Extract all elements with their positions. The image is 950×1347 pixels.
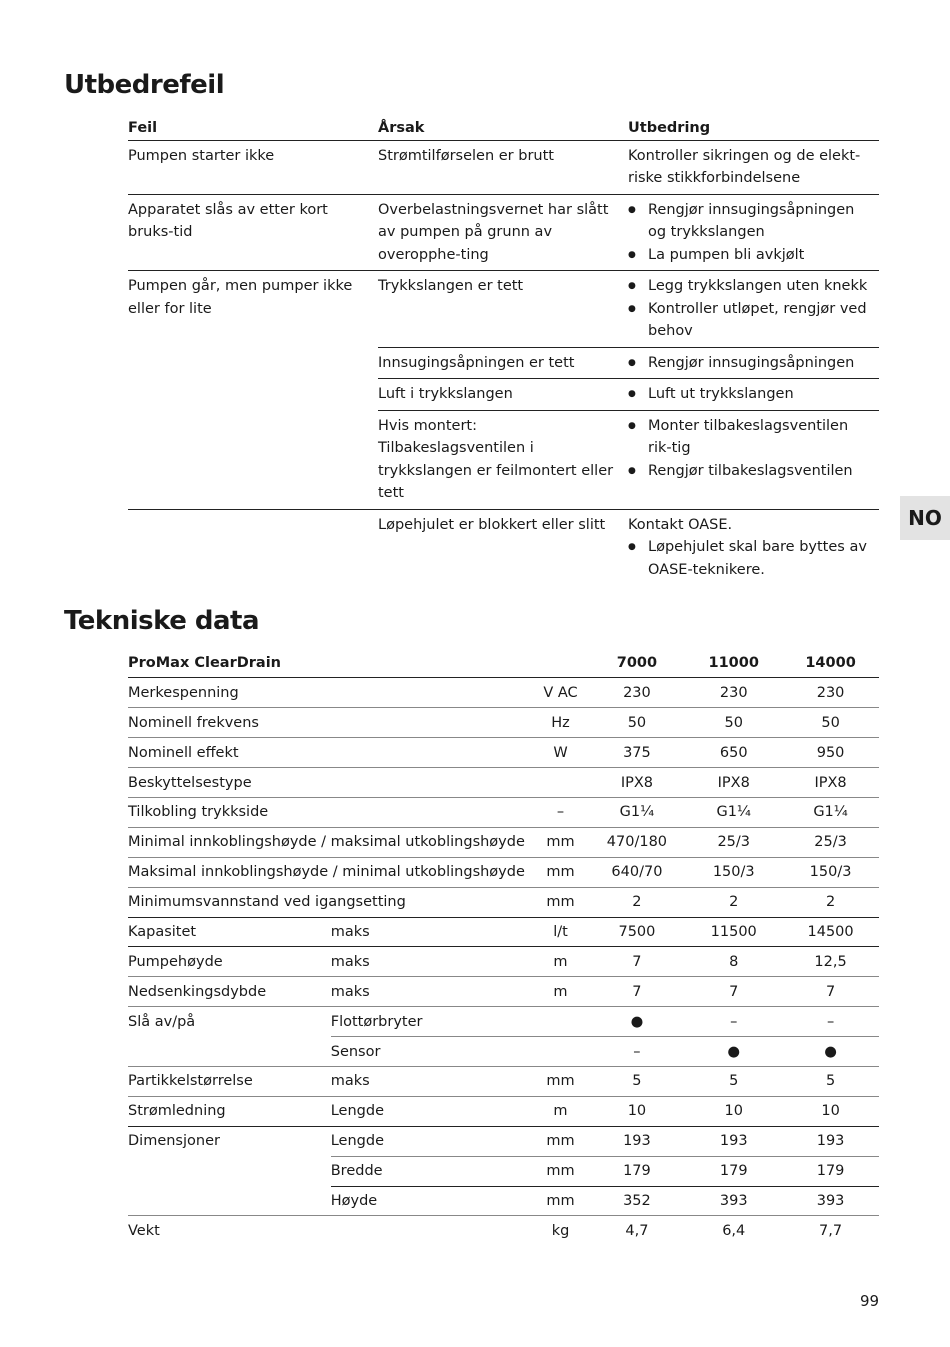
remedy-cell <box>628 347 879 379</box>
value-cell: 7 <box>589 947 686 977</box>
row-sublabel <box>331 797 533 827</box>
value-cell: IPX8 <box>685 768 782 798</box>
remedy-list <box>628 199 873 267</box>
table-row <box>128 887 879 917</box>
unit-cell: kg <box>551 1223 570 1240</box>
value-cell: 50 <box>589 708 686 738</box>
header-cause: Årsak <box>378 112 628 140</box>
row-label: Minimal innkoblingshøyde / maksimal utkoblingshøyde <box>128 827 532 857</box>
model-header: 11000 <box>685 648 782 678</box>
remedy-bullet: ● Legg trykkslangen uten knekk <box>628 275 873 298</box>
row-sublabel: Flottørbryter <box>331 1007 533 1037</box>
row-sublabel <box>331 708 533 738</box>
row-label: Vekt <box>128 1223 160 1240</box>
unit-cell: l/t <box>532 917 588 947</box>
value-cell: – <box>589 1037 686 1067</box>
row-label <box>128 1037 331 1067</box>
row-label <box>128 1186 331 1216</box>
value-cell: 2 <box>782 887 879 917</box>
remedy-text: Kontakt OASE. <box>628 516 733 533</box>
table-row <box>128 1216 879 1246</box>
table-row <box>128 1126 879 1156</box>
header-remedy: Utbedring <box>628 112 879 140</box>
remedy-list <box>628 383 873 406</box>
remedy-list <box>628 536 873 581</box>
remedy-bullet: ● Løpehjulet skal bare byttes av OASE-teknikere. <box>628 536 873 581</box>
table-row <box>128 797 879 827</box>
value-cell: 193 <box>685 1126 782 1156</box>
unit-cell: mm <box>532 1126 588 1156</box>
table-row <box>128 509 879 585</box>
row-sublabel <box>331 678 533 708</box>
value-cell: ● <box>589 1007 686 1037</box>
row-sublabel: maks <box>331 947 533 977</box>
row-sublabel: maks <box>331 917 533 947</box>
table-row <box>128 708 879 738</box>
value-cell: G1¼ <box>589 797 686 827</box>
cause-cell: Innsugingsåpningen er tett <box>378 347 628 379</box>
value-cell: 11500 <box>685 917 782 947</box>
row-label: Partikkelstørrelse <box>128 1066 331 1096</box>
row-label: Nedsenkingsdybde <box>128 977 331 1007</box>
value-cell: 50 <box>685 708 782 738</box>
unit-cell: m <box>532 977 588 1007</box>
value-cell: 25/3 <box>685 827 782 857</box>
remedy-bullet: ● Rengjør innsugingsåpningen og trykkslangen <box>628 199 873 244</box>
value-cell: 230 <box>782 678 879 708</box>
unit-cell: mm <box>532 857 588 887</box>
value-cell: 10 <box>589 1096 686 1126</box>
value-cell: 5 <box>589 1066 686 1096</box>
table-row <box>128 977 879 1007</box>
troubleshooting-table <box>128 112 879 585</box>
fault-cell: Pumpen går, men pumper ikke eller for lite <box>128 271 378 510</box>
remedy-cell: Kontroller sikringen og de elekt-riske stikkforbindelsene <box>628 140 879 194</box>
row-sublabel: Høyde <box>331 1186 533 1216</box>
table-row <box>128 194 879 271</box>
remedy-cell <box>628 194 879 271</box>
value-cell: 470/180 <box>589 827 686 857</box>
unit-cell <box>532 1007 588 1037</box>
value-cell: 2 <box>589 887 686 917</box>
cause-cell: Hvis montert: Tilbakeslagsventilen i trykkslangen er feilmontert eller tett <box>378 410 628 509</box>
value-cell: 150/3 <box>782 857 879 887</box>
technical-data-title: Tekniske data <box>64 606 260 636</box>
unit-cell: m <box>532 947 588 977</box>
value-cell: 393 <box>782 1186 879 1216</box>
value-cell: 12,5 <box>782 947 879 977</box>
remedy-bullet: ● Kontroller utløpet, rengjør ved behov <box>628 298 873 343</box>
table-row <box>128 1066 879 1096</box>
troubleshooting-title: Utbedrefeil <box>64 70 225 100</box>
value-cell: 230 <box>685 678 782 708</box>
model-header: 7000 <box>589 648 686 678</box>
product-name-header: ProMax ClearDrain <box>128 648 532 678</box>
value-cell: 6,4 <box>722 1223 746 1240</box>
cause-cell: Overbelastningsvernet har slått av pumpen på grunn av overopphe-ting <box>378 194 628 271</box>
fault-cell: Apparatet slås av etter kort bruks-tid <box>128 194 378 271</box>
cause-cell: Trykkslangen er tett <box>378 271 628 348</box>
remedy-list <box>628 352 873 375</box>
row-sublabel: Lengde <box>331 1096 533 1126</box>
value-cell: 230 <box>589 678 686 708</box>
row-sublabel <box>331 738 533 768</box>
row-sublabel <box>331 1216 533 1246</box>
value-cell: 10 <box>685 1096 782 1126</box>
technical-data-table <box>128 648 879 1246</box>
row-label: Nominell effekt <box>128 738 331 768</box>
cause-cell: Luft i trykkslangen <box>378 379 628 411</box>
table-row <box>128 947 879 977</box>
value-cell: 193 <box>782 1126 879 1156</box>
value-cell: 352 <box>589 1186 686 1216</box>
row-label: Minimumsvannstand ved igangsetting <box>128 887 532 917</box>
value-cell: ● <box>782 1037 879 1067</box>
remedy-list <box>628 415 873 483</box>
unit-cell: W <box>532 738 588 768</box>
value-cell: 650 <box>685 738 782 768</box>
table-row <box>128 678 879 708</box>
value-cell: 179 <box>685 1156 782 1186</box>
table-row <box>128 768 879 798</box>
value-cell: – <box>782 1007 879 1037</box>
unit-cell <box>532 768 588 798</box>
value-cell: 8 <box>685 947 782 977</box>
value-cell: 179 <box>782 1156 879 1186</box>
value-cell: 393 <box>685 1186 782 1216</box>
row-label <box>128 1156 331 1186</box>
value-cell: 7,7 <box>819 1223 843 1240</box>
value-cell: 7 <box>589 977 686 1007</box>
remedy-bullet: ● La pumpen bli avkjølt <box>628 244 873 267</box>
value-cell: 4,7 <box>625 1223 649 1240</box>
row-sublabel: maks <box>331 977 533 1007</box>
value-cell: 179 <box>589 1156 686 1186</box>
table-row <box>128 1037 879 1067</box>
value-cell: 193 <box>589 1126 686 1156</box>
remedy-cell <box>628 410 879 509</box>
value-cell: ● <box>685 1037 782 1067</box>
row-label: Maksimal innkoblingshøyde / minimal utkoblingshøyde <box>128 857 532 887</box>
remedy-cell <box>628 379 879 411</box>
value-cell: 7500 <box>589 917 686 947</box>
table-row <box>128 1186 879 1216</box>
table-row <box>128 1156 879 1186</box>
table-row <box>128 917 879 947</box>
row-label: Merkespenning <box>128 678 331 708</box>
row-label: Kapasitet <box>128 917 331 947</box>
unit-cell: mm <box>532 1186 588 1216</box>
remedy-bullet: ● Rengjør tilbakeslagsventilen <box>628 460 873 483</box>
row-label: Dimensjoner <box>128 1133 220 1150</box>
value-cell: – <box>685 1007 782 1037</box>
language-tab: NO <box>900 496 950 540</box>
row-sublabel: maks <box>331 1066 533 1096</box>
unit-cell: – <box>532 797 588 827</box>
unit-cell: mm <box>532 1156 588 1186</box>
value-cell: 7 <box>782 977 879 1007</box>
cause-cell: Strømtilførselen er brutt <box>378 140 628 194</box>
value-cell: 10 <box>782 1096 879 1126</box>
unit-cell: V AC <box>532 678 588 708</box>
value-cell: IPX8 <box>589 768 686 798</box>
value-cell: G1¼ <box>685 797 782 827</box>
table-row <box>128 857 879 887</box>
row-label: Strømledning <box>128 1096 331 1126</box>
table-row <box>128 140 879 194</box>
table-row <box>128 271 879 348</box>
unit-header <box>532 648 588 678</box>
header-fault: Feil <box>128 112 378 140</box>
row-label: Tilkobling trykkside <box>128 797 331 827</box>
remedy-cell <box>628 271 879 348</box>
row-sublabel: Sensor <box>331 1037 533 1067</box>
remedy-cell <box>628 509 879 585</box>
table-row <box>128 1096 879 1126</box>
fault-cell <box>128 509 378 585</box>
remedy-bullet: ● Rengjør innsugingsåpningen <box>628 352 873 375</box>
unit-cell <box>532 1037 588 1067</box>
cause-cell: Løpehjulet er blokkert eller slitt <box>378 516 606 533</box>
value-cell: 25/3 <box>782 827 879 857</box>
unit-cell: mm <box>532 827 588 857</box>
table-row <box>128 738 879 768</box>
value-cell: 640/70 <box>589 857 686 887</box>
tech-body <box>128 678 879 1246</box>
value-cell: 5 <box>782 1066 879 1096</box>
fault-cell: Pumpen starter ikke <box>128 140 378 194</box>
value-cell: 14500 <box>782 917 879 947</box>
table-row <box>128 827 879 857</box>
unit-cell: m <box>532 1096 588 1126</box>
row-label: Pumpehøyde <box>128 947 331 977</box>
row-sublabel <box>331 768 533 798</box>
value-cell: 150/3 <box>685 857 782 887</box>
value-cell: 7 <box>685 977 782 1007</box>
remedy-bullet: ● Monter tilbakeslagsventilen rik-tig <box>628 415 873 460</box>
row-sublabel: Bredde <box>331 1156 533 1186</box>
unit-cell: Hz <box>532 708 588 738</box>
value-cell: 375 <box>589 738 686 768</box>
unit-cell: mm <box>532 1066 588 1096</box>
row-sublabel: Lengde <box>331 1126 533 1156</box>
page-number: 99 <box>860 1292 880 1310</box>
value-cell: 5 <box>685 1066 782 1096</box>
model-header: 14000 <box>782 648 879 678</box>
remedy-bullet: ● Luft ut trykkslangen <box>628 383 873 406</box>
row-label: Beskyttelsestype <box>128 768 331 798</box>
value-cell: G1¼ <box>782 797 879 827</box>
row-label: Slå av/på <box>128 1013 196 1030</box>
row-label: Nominell frekvens <box>128 708 331 738</box>
value-cell: 2 <box>685 887 782 917</box>
value-cell: IPX8 <box>782 768 879 798</box>
remedy-list <box>628 275 873 343</box>
table-row <box>128 1007 879 1037</box>
tech-header-row <box>128 648 879 678</box>
unit-cell: mm <box>532 887 588 917</box>
value-cell: 50 <box>782 708 879 738</box>
value-cell: 950 <box>782 738 879 768</box>
troubleshooting-header-row <box>128 112 879 140</box>
